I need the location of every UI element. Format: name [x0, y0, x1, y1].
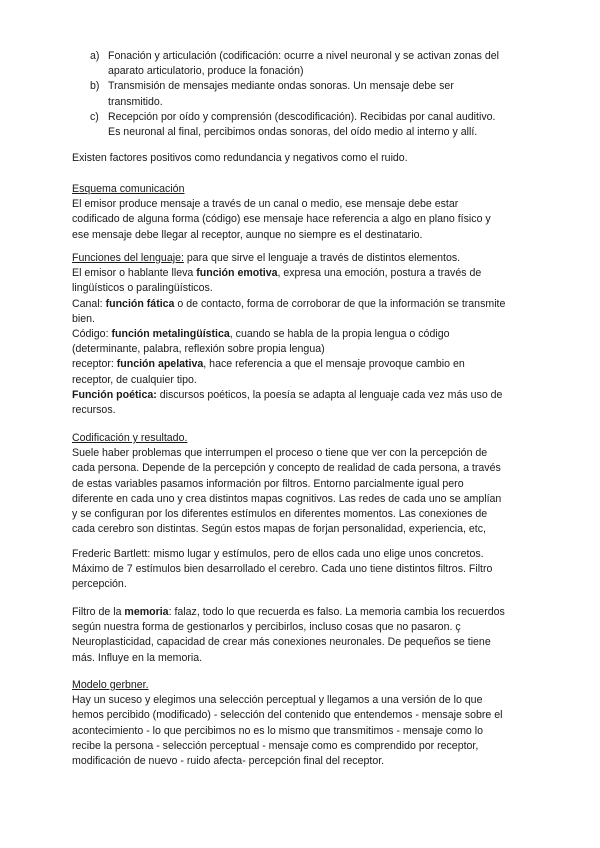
canal-pre: Canal: [72, 297, 106, 310]
paragraph-line: diferente en cada uno y crea distintos mapas cognitivos. Las redes de cada uno se amplían [72, 492, 502, 505]
canal-post: o de contacto, forma de corroborar de que la información se transmite [174, 297, 506, 310]
memoria-post: : falaz, todo lo que recuerda es falso. La memoria cambia los recuerdos [168, 606, 505, 618]
paragraph-line: y se configuran por los diferentes estímulos en diferentes momentos. Las conexiones de [72, 508, 488, 521]
codigo-line [72, 327, 532, 342]
codigo-pre: Código: [72, 328, 112, 341]
paragraph-line: hemos percibido (modificado) - selección del contenido que entendemos - mensaje sobre el [72, 709, 503, 722]
list-line: Es neuronal al final, percibimos ondas sonoras, del oído medio al interno y allí. [108, 126, 478, 139]
funcion-apelativa-term: función apelativa [116, 358, 204, 371]
list-line: Transmisión de mensajes mediante ondas sonoras. Un mensaje debe ser [108, 80, 454, 93]
memoria-pre: Filtro de la [72, 606, 125, 618]
paragraph-line: Hay un suceso y elegimos una selección perceptual y llegamos a una versión de lo que [72, 694, 483, 707]
esquema-section [72, 182, 532, 243]
paragraph-line: recursos. [72, 404, 116, 417]
paragraph-line: modificación de nuevo - ruido afecta- percepción final del receptor. [72, 755, 385, 768]
memoria-term: memoria [124, 606, 169, 618]
list-line: aparato articulatorio, produce la fonación) [108, 65, 304, 78]
paragraph-line: (determinante, palabra, reflexión sobre propia lengua) [72, 343, 325, 356]
paragraph-line: Suele haber problemas que interrumpen el proceso o tiene que ver con la percepción de [72, 447, 488, 460]
emisor-post: , expresa una emoción, postura a través de [277, 267, 482, 280]
paragraph-line: percepción. [72, 578, 127, 591]
paragraph-line: lingüísticos o paralingüísticos. [72, 282, 213, 295]
funcion-metalinguistica-term: función metalingüística [111, 328, 230, 341]
list-marker: c) [90, 110, 99, 123]
list-line: transmitido. [108, 95, 163, 108]
paragraph-line: acontecimiento - lo que percibimos no es lo mismo que transmitimos - mensaje como lo [72, 724, 483, 737]
list-item [0, 79, 528, 109]
paragraph-line: cada persona. Depende de la percepción y concepto de realidad de cada persona, a través [72, 462, 501, 475]
paragraph-line: receptor, de cualquier tipo. [72, 373, 197, 386]
funcion-emotiva-term: función emotiva [196, 267, 278, 280]
memoria-first-line [72, 605, 532, 620]
emisor-line [72, 266, 532, 281]
section-heading: Funciones del lenguaje: [72, 252, 184, 264]
list-line: Fonación y articulación (codificación: ocurre a nivel neuronal y se activan zonas del [108, 50, 500, 62]
funciones-heading-line [72, 251, 532, 266]
paragraph-line: según nuestra forma de gestionarlos y percibirlos, incluso cosas que no pasaron. ç [72, 621, 461, 634]
gerbner-section [72, 678, 532, 769]
canal-line [72, 297, 532, 312]
paragraph-line: cada cerebro son distintas. Según estos mapas de forjan personalidad, experiencia, etc, [72, 523, 486, 536]
list-line: Recepción por oído y comprensión (descodificación). Recibidas por canal auditivo. [108, 110, 496, 123]
heading-rest: para que sirve el lenguaje a través de distintos elementos. [183, 252, 461, 264]
receptor-line [72, 357, 532, 372]
paragraph-line: recibe la persona - selección perceptual - mensaje como es comprendido por receptor, [72, 739, 479, 752]
codigo-post: , cuando se habla de la propia lengua o código [229, 328, 450, 341]
paragraph-line: de estas variables pasamos información por filtros. Entorno parcialmente igual pero [72, 477, 464, 490]
funcion-poetica-term: Función poética: [72, 388, 157, 401]
poetica-line [72, 388, 532, 403]
list-item [0, 49, 528, 79]
paragraph-line: El emisor produce mensaje a través de un canal o medio, ese mensaje debe estar [72, 198, 459, 211]
memoria-paragraph [72, 605, 532, 666]
funcion-fatica-term: función fática [105, 297, 175, 310]
ordered-list [0, 49, 600, 140]
emisor-pre: El emisor o hablante lleva [72, 267, 197, 280]
receptor-post: , hace referencia a que el mensaje provoque cambio en [203, 358, 465, 371]
paragraph-line: codificado de alguna forma (código) ese mensaje hace referencia a algo en plano físico y [72, 213, 491, 226]
paragraph-line: bien. [72, 312, 95, 325]
section-heading: Codificación y resultado. [72, 432, 188, 444]
section-heading: Modelo gerbner. [72, 679, 149, 691]
paragraph-line: ese mensaje debe llegar al receptor, aunque no siempre es el destinatario. [72, 228, 423, 241]
paragraph-line: Neuroplasticidad, capacidad de crear más conexiones neuronales. De pequeños se tiene [72, 636, 491, 649]
paragraph-line: Máximo de 7 estímulos bien desarrollado el cerebro. Cada uno tiene distintos filtros. Filtro [72, 563, 493, 576]
receptor-pre: receptor: [72, 358, 117, 371]
paragraph-line: Existen factores positivos como redundancia y negativos como el ruido. [72, 152, 408, 164]
bartlett-paragraph [72, 547, 532, 593]
list-marker: a) [90, 50, 100, 62]
codificacion-section [72, 431, 532, 537]
list-marker: b) [90, 80, 100, 93]
list-item [0, 110, 528, 140]
section-heading: Esquema comunicación [72, 183, 185, 195]
funciones-section [72, 251, 532, 418]
poetica-post: discursos poéticos, la poesía se adapta al lenguaje cada vez más uso de [156, 388, 503, 401]
paragraph-line: Frederic Bartlett: mismo lugar y estímulos, pero de ellos cada uno elige unos concretos. [72, 548, 484, 560]
factores-paragraph [72, 151, 532, 166]
paragraph-line: más. Influye en la memoria. [72, 651, 203, 664]
